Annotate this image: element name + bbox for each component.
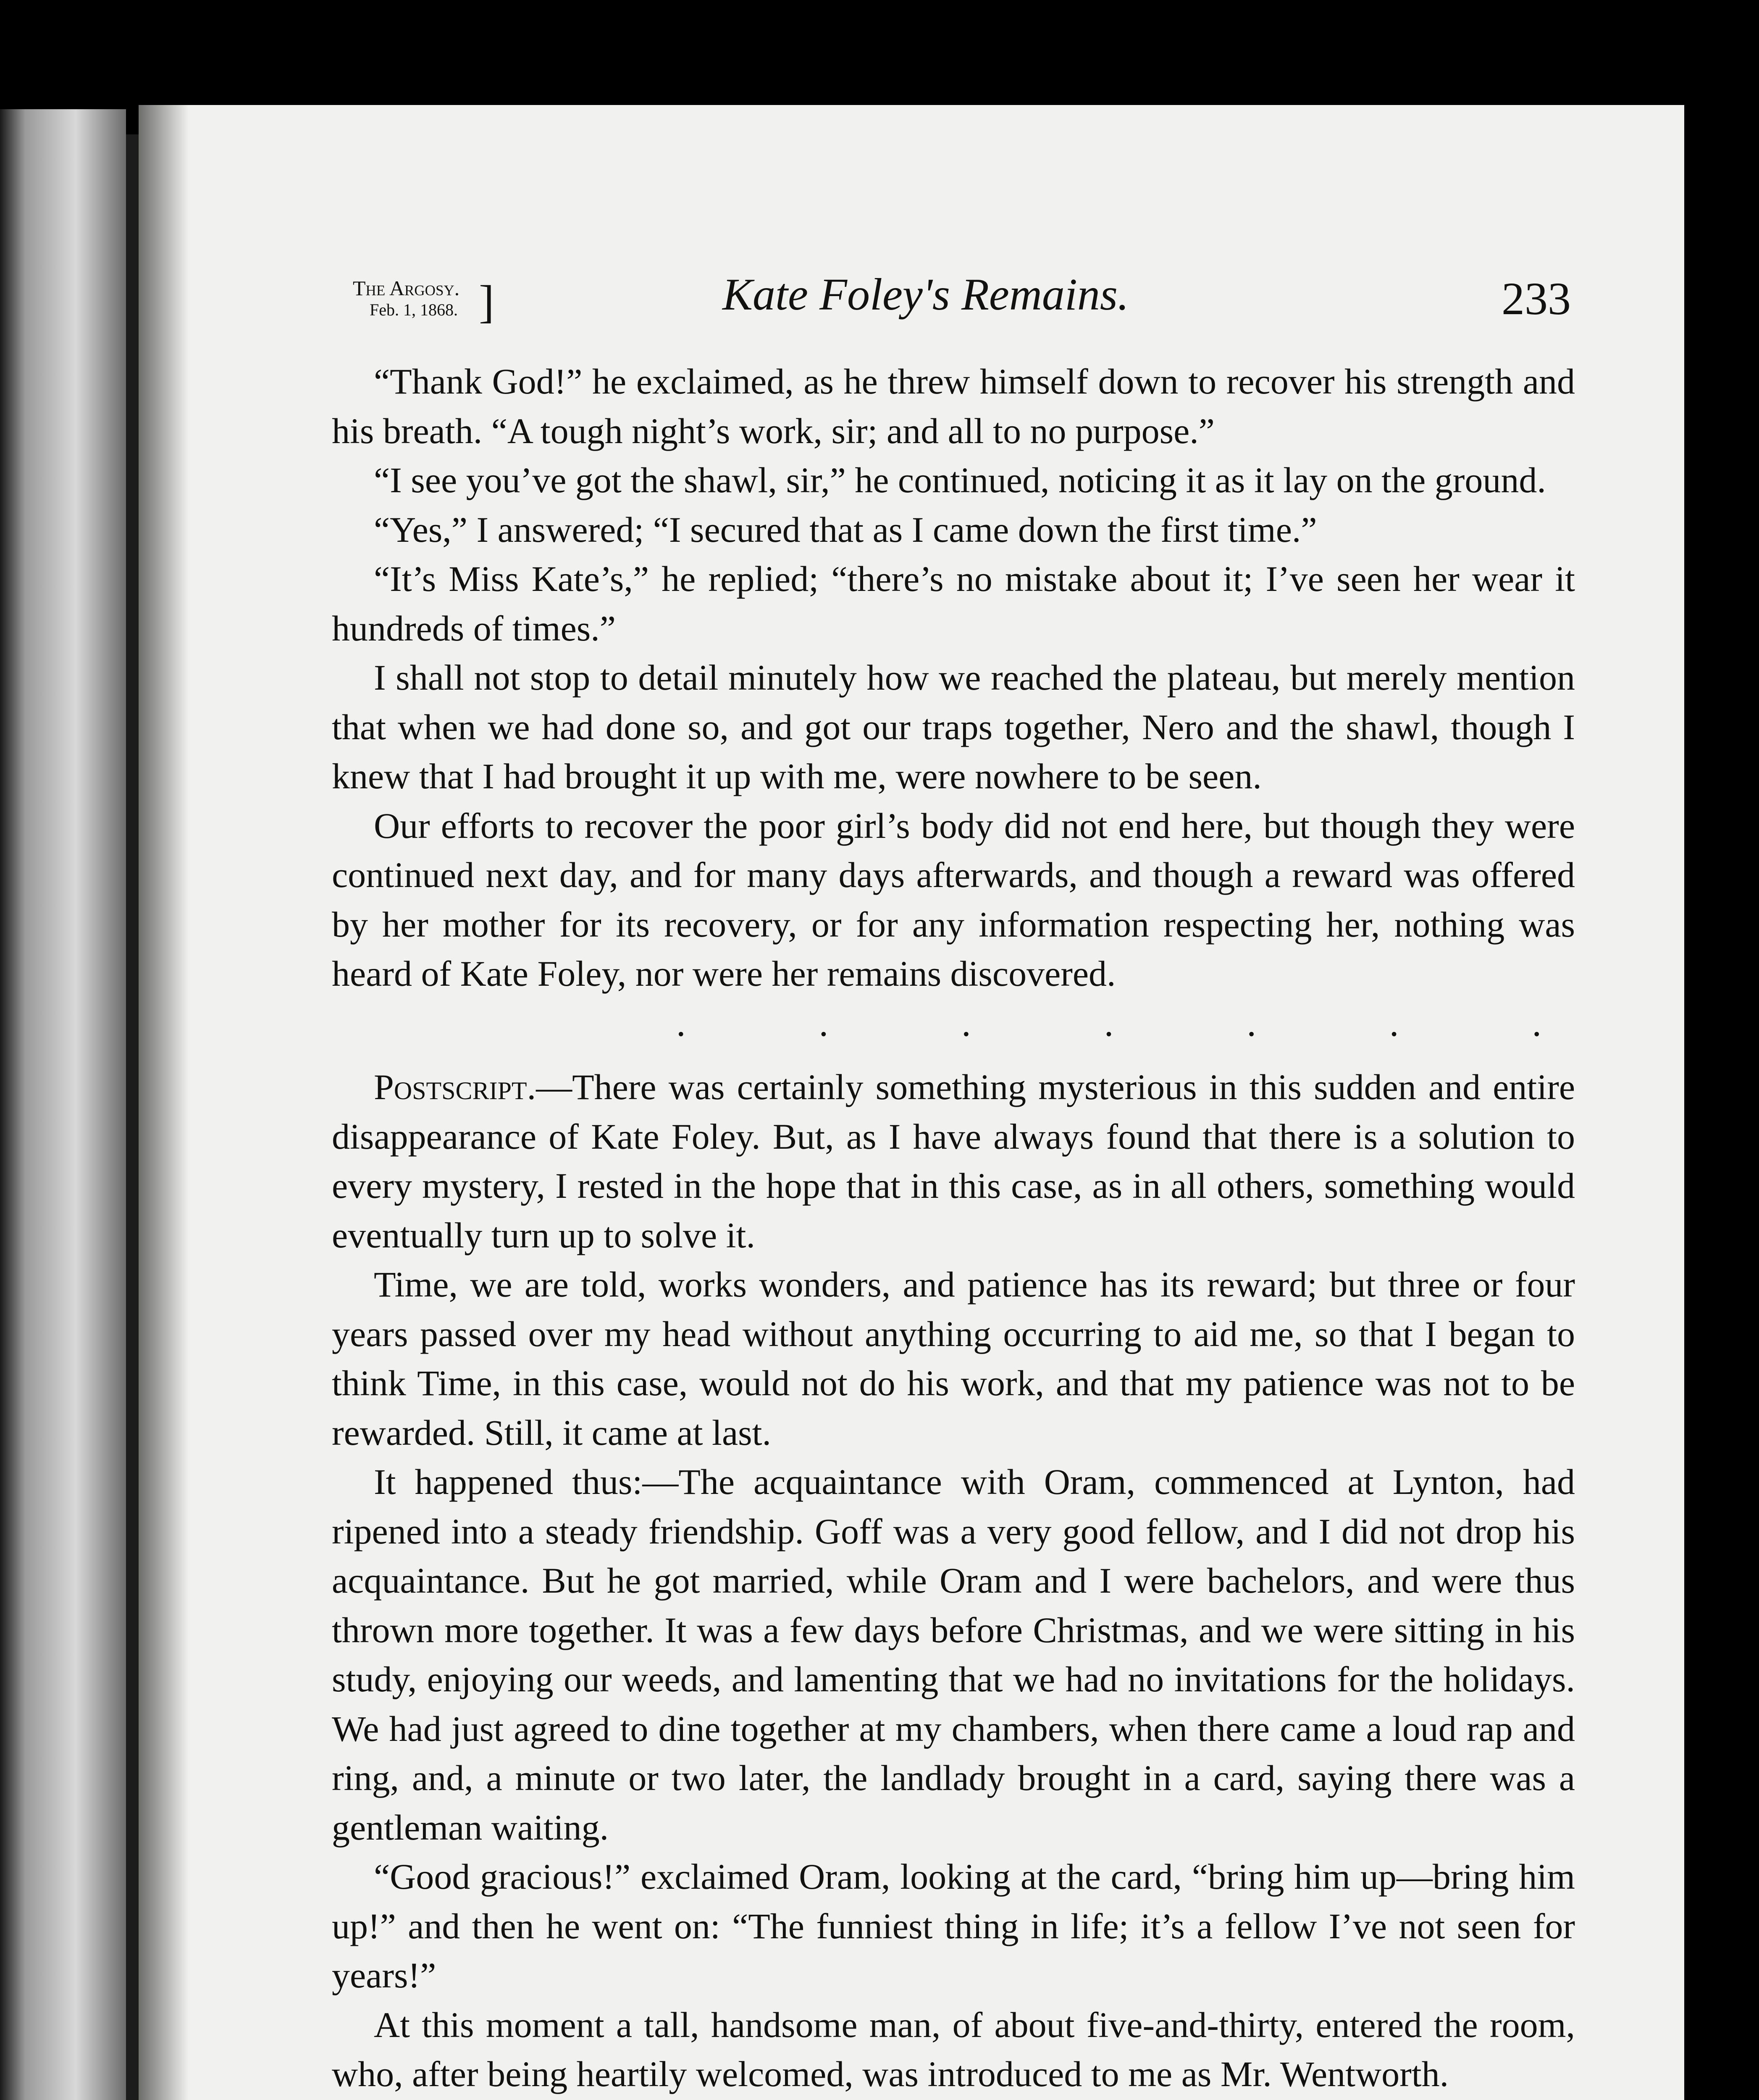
facing-page-edge [0,109,126,2100]
paragraph: “It’s Miss Kate’s,” he replied; “there’s no mistake about it; I’ve seen her wear it hundreds of times.” [332,559,1575,648]
separator-dot: . [819,1002,829,1044]
running-head-date: Feb. 1, 1868. [370,300,458,319]
body-text [332,357,1575,2100]
running-head-publication: The Argosy. [353,276,460,300]
article-title: Kate Foley's Remains. [722,270,1129,320]
section-separator [332,999,1575,1048]
paragraph: It happened thus:—The acquaintance with Oram, commenced at Lynton, had ripened into a steady friendship. Goff was a very good fellow, and I did not drop his acquaintance. But he got married, while Oram and I were bachelors, and were thus thrown more together. It was a few days before Christmas, and we were sitting in his study, enjoying our weeds, and lamenting that we had no invitations for the holidays. We had just agreed to dine together at my chambers, when there came a loud rap and ring, and, a minute or two later, the landlady brought in a card, saying there was a gentleman waiting. [332,1462,1575,1848]
postscript-paragraph [332,1063,1575,1260]
paragraph: “Yes,” I answered; “I secured that as I came down the first time.” [374,509,1317,550]
paragraph: I shall not stop to detail minutely how we reached the plateau, but merely mention that when we had done so, and got our traps together, Nero and the shawl, though I knew that I had brought it up with me, were nowhere to be seen. [332,657,1575,796]
paragraph: “Good gracious!” exclaimed Oram, looking at the card, “bring him up—bring him up!” and then he went on: “The funniest thing in life; it’s a fellow I’ve not seen for years!” [332,1856,1575,1995]
separator-dot: . [1247,1002,1256,1044]
paragraph: At this moment a tall, handsome man, of about five-and-thirty, entered the room, who, after being heartily welcomed, was introduced to me as Mr. Wentworth. [332,2004,1575,2094]
postscript-label: Postscript. [374,1067,536,1107]
running-head [353,276,494,327]
page-gutter-shadow [139,105,189,2100]
page-header [353,269,1571,336]
running-head-bracket: ] [479,276,494,327]
separator-dot: . [1104,1002,1114,1044]
page-number: 233 [1502,273,1571,324]
paragraph: “I see you’ve got the shawl, sir,” he continued, noticing it as it lay on the ground. [374,460,1546,500]
paragraph: “Thank God!” he exclaimed, as he threw himself down to recover his strength and his breath. “A tough night’s work, sir; and all to no purpose.” [332,361,1575,451]
postscript-text: —There was certainly something mysterious in this sudden and entire disappearance of Kate Foley. But, as I have always found that there is a solution to every mystery, I rested in the hope that in this case, as in all others, something would eventually turn up to solve it. [332,1067,1575,1255]
separator-dot: . [1532,1002,1541,1044]
paragraph: Our efforts to recover the poor girl’s body did not end here, but though they were continued next day, and for many days afterwards, and though a reward was offered by her mother for its recovery, or for any information respecting her, nothing was heard of Kate Foley, nor were her remains discovered. [332,805,1575,994]
paragraph: Time, we are told, works wonders, and patience has its reward; but three or four years passed over my head without anything occurring to aid me, so that I began to think Time, in this case, would not do his work, and that my patience was not to be rewarded. Still, it came at last. [332,1264,1575,1453]
separator-dot: . [676,1002,686,1044]
spacer [332,1048,1575,1063]
separator-dot: . [1389,1002,1399,1044]
separator-dot: . [961,1002,971,1044]
